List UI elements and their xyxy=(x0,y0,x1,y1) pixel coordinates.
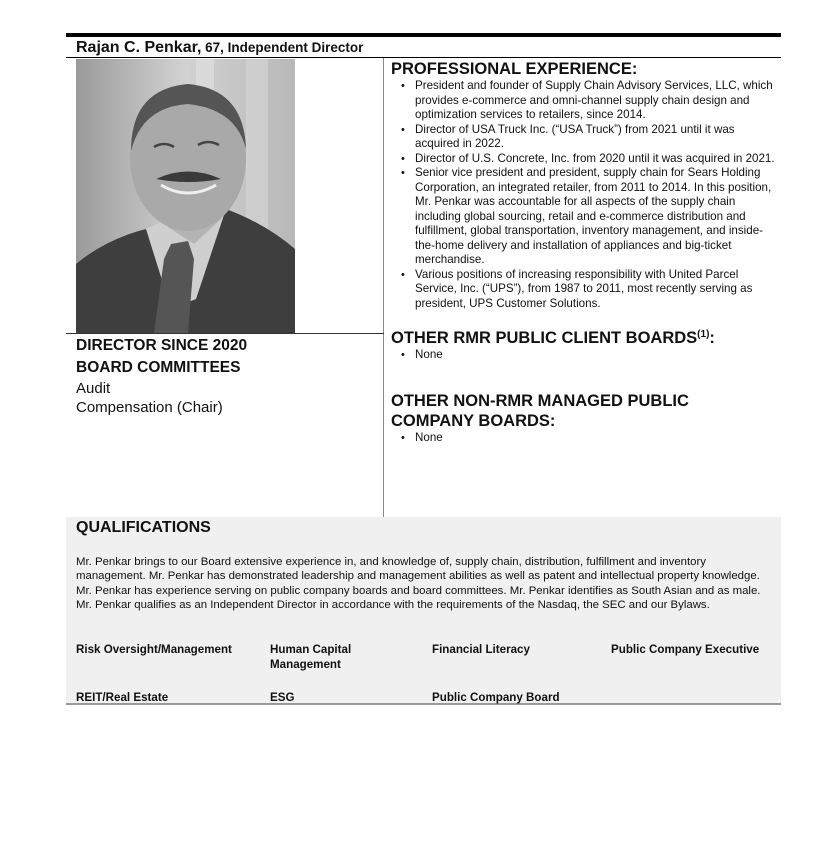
director-profile-card xyxy=(66,33,781,517)
list-item: • None xyxy=(391,348,779,363)
committees-heading: BOARD COMMITTEES xyxy=(76,359,241,376)
footnote-ref: (1) xyxy=(697,329,710,340)
director-title xyxy=(66,37,781,58)
director-since: DIRECTOR SINCE 2020 xyxy=(76,337,248,354)
qualification-attribute: Human Capital Management xyxy=(270,643,352,671)
qualification-attribute: Public Company Executive xyxy=(611,643,760,656)
qualification-attribute: Public Company Board xyxy=(432,691,560,704)
list-item: • None xyxy=(391,431,779,446)
rmr-boards-heading-suffix: : xyxy=(709,329,715,347)
profile-upper-section xyxy=(66,58,781,517)
portrait-icon xyxy=(76,59,295,333)
list-item: • President and founder of Supply Chain Advisory Services, LLC, which provides e-commerce and omni-channel supply chain design and optimization services to retailers, since 2014. xyxy=(391,79,779,123)
director-name: Rajan C. Penkar, xyxy=(76,39,202,56)
qualification-attribute: ESG xyxy=(270,691,295,704)
professional-experience-heading: PROFESSIONAL EXPERIENCE: xyxy=(391,60,638,78)
qualifications-heading: QUALIFICATIONS xyxy=(76,519,211,536)
rmr-boards-list xyxy=(391,348,779,363)
rmr-boards-heading xyxy=(391,328,779,348)
qualification-attribute: Financial Literacy xyxy=(432,643,530,656)
list-item: • Various positions of increasing responsibility with United Parcel Service, Inc. (“UPS”), from 1987 to 2011, most recently serving as president, UPS Customer Solutions. xyxy=(391,268,779,312)
right-panel xyxy=(391,58,779,445)
list-item: • Director of USA Truck Inc. (“USA Truck”) from 2021 until it was acquired in 2022. xyxy=(391,123,779,152)
professional-experience-list xyxy=(391,79,779,311)
left-divider xyxy=(66,333,384,334)
rmr-boards-heading-text: OTHER RMR PUBLIC CLIENT BOARDS xyxy=(391,329,698,347)
non-rmr-boards-list xyxy=(391,431,779,446)
committee-item: Compensation (Chair) xyxy=(76,399,223,416)
list-item: • Director of U.S. Concrete, Inc. from 2020 until it was acquired in 2021. xyxy=(391,152,779,167)
director-age-role: 67, Independent Director xyxy=(201,40,364,55)
board-info xyxy=(76,335,247,417)
qualifications-section xyxy=(66,517,781,705)
committee-item: Audit xyxy=(76,380,111,397)
non-rmr-heading-line1: OTHER NON-RMR MANAGED PUBLIC xyxy=(391,391,689,410)
qualifications-paragraph: Mr. Penkar brings to our Board extensive experience in, and knowledge of, supply chain, distribution, fulfillment and inventory management. Mr. Penkar has demonstrated leadership and management abilities as well as patent and intellectual property knowledge. Mr. Penkar has experience serving on public company boards and board committees. Mr. Penkar identifies as South Asian and as male. Mr. Penkar qualifies as an Independent Director in accordance with the requirements of the Nasdaq, the SEC and our Bylaws. xyxy=(76,556,761,611)
non-rmr-heading-line2: COMPANY BOARDS: xyxy=(391,411,556,430)
director-photo xyxy=(76,59,295,333)
left-panel xyxy=(66,58,384,517)
qualification-attribute: REIT/Real Estate xyxy=(76,691,169,704)
qualification-attribute: Risk Oversight/Management xyxy=(76,643,232,656)
list-item: • Senior vice president and president, supply chain for Sears Holding Corporation, an integrated retailer, from 2011 to 2014. In this position, Mr. Penkar was accountable for all aspects of the supply chain including global sourcing, retail and e-commerce distribution and fulfillment, global transportation, inventory management, and inside-the-home delivery and installation of appliances and big-ticket merchandise. xyxy=(391,166,779,268)
non-rmr-boards-heading xyxy=(391,391,779,431)
